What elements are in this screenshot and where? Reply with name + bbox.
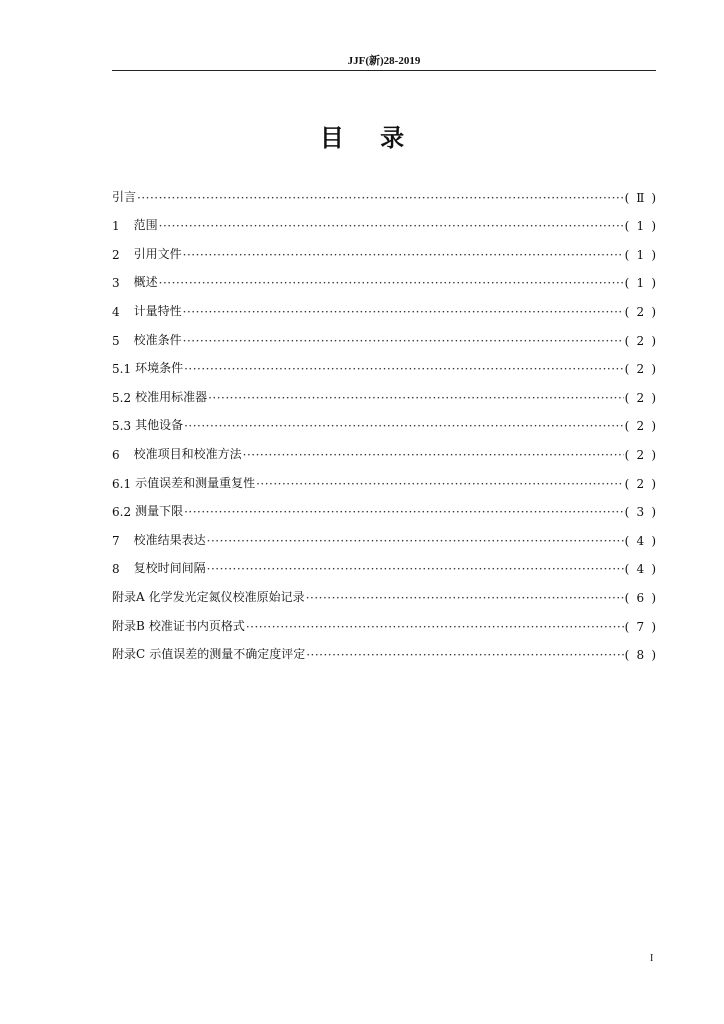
toc-entry[interactable] bbox=[112, 176, 656, 205]
toc-entry-page: ( 6 ) bbox=[624, 590, 656, 605]
toc-entry-label: 其他设备 bbox=[135, 418, 184, 433]
dot-leader bbox=[207, 534, 624, 548]
toc-entry[interactable] bbox=[112, 433, 656, 462]
toc-entry-label: 引用文件 bbox=[133, 246, 182, 261]
toc-page-number: 2 bbox=[636, 390, 645, 405]
toc-entry-label: 引言 bbox=[112, 189, 137, 204]
page-number: I bbox=[650, 953, 654, 964]
toc-entry-number: 5.3 bbox=[112, 419, 132, 434]
toc-entry-number: 附录A bbox=[112, 589, 145, 604]
toc-entry-number: 5.2 bbox=[112, 390, 132, 405]
toc-entry-number: 附录B bbox=[112, 618, 145, 633]
toc-entry-page: ( 2 ) bbox=[624, 476, 656, 491]
toc-entry-page: ( 7 ) bbox=[624, 619, 656, 634]
toc-page-number: 1 bbox=[636, 219, 645, 234]
toc-page-number: 8 bbox=[636, 648, 645, 663]
toc-entry[interactable] bbox=[112, 405, 656, 434]
toc-page-number: 2 bbox=[636, 476, 645, 491]
toc-entry[interactable] bbox=[112, 548, 656, 577]
toc-entry-number: 6 bbox=[112, 447, 120, 462]
toc-entry[interactable] bbox=[112, 233, 656, 262]
header-rule bbox=[112, 70, 656, 71]
toc-page-number: 2 bbox=[636, 333, 645, 348]
toc-entry-number: 3 bbox=[112, 276, 120, 291]
toc-entry-page: ( Ⅱ ) bbox=[624, 190, 656, 205]
dot-leader bbox=[207, 562, 624, 576]
toc-page-number: 2 bbox=[636, 447, 645, 462]
toc-entry-number: 5.1 bbox=[112, 362, 132, 377]
dot-leader bbox=[159, 276, 624, 290]
toc-entry-label: 化学发光定氮仪校准原始记录 bbox=[148, 589, 305, 604]
toc-entry[interactable] bbox=[112, 376, 656, 405]
toc-entry-label: 校准证书内页格式 bbox=[148, 618, 245, 633]
toc-entry-label: 测量下限 bbox=[135, 504, 184, 519]
dot-leader bbox=[246, 620, 624, 634]
toc-entry[interactable] bbox=[112, 290, 656, 319]
dot-leader bbox=[256, 477, 624, 491]
dot-leader bbox=[184, 419, 624, 433]
toc-entry[interactable] bbox=[112, 262, 656, 291]
toc-entry[interactable] bbox=[112, 491, 656, 520]
toc-entry-label: 校准用标准器 bbox=[135, 389, 208, 404]
toc-entry-number: 7 bbox=[112, 533, 120, 548]
dot-leader bbox=[137, 191, 624, 205]
toc-entry-number: 5 bbox=[112, 333, 120, 348]
dot-leader bbox=[243, 448, 624, 462]
toc-entry-number: 附录C bbox=[112, 647, 146, 662]
toc-entry-label: 计量特性 bbox=[133, 303, 182, 318]
toc-entry[interactable] bbox=[112, 605, 656, 634]
toc-entry-page: ( 1 ) bbox=[624, 219, 656, 234]
toc-entry-page: ( 2 ) bbox=[624, 390, 656, 405]
dot-leader bbox=[208, 391, 624, 405]
toc-page-number: 1 bbox=[636, 276, 645, 291]
toc-entry-label: 校准结果表达 bbox=[133, 532, 206, 547]
toc-entry-number: 8 bbox=[112, 562, 120, 577]
toc-entry-page: ( 4 ) bbox=[624, 533, 656, 548]
toc-entry-number: 4 bbox=[112, 304, 120, 319]
document-code-header: JJF(新)28-2019 bbox=[347, 55, 421, 67]
page-title: 目 录 bbox=[319, 124, 405, 152]
dot-leader bbox=[183, 334, 624, 348]
toc-entry[interactable] bbox=[112, 519, 656, 548]
toc-entry-page: ( 1 ) bbox=[624, 247, 656, 262]
dot-leader bbox=[306, 591, 624, 605]
toc-entry[interactable] bbox=[112, 319, 656, 348]
toc-entry-page: ( 1 ) bbox=[624, 276, 656, 291]
toc-entry-page: ( 2 ) bbox=[624, 333, 656, 348]
toc-entry[interactable] bbox=[112, 348, 656, 377]
dot-leader bbox=[306, 648, 623, 662]
toc-entry-page: ( 2 ) bbox=[624, 362, 656, 377]
toc-entry-page: ( 8 ) bbox=[624, 648, 656, 663]
toc-entry-label: 校准条件 bbox=[133, 332, 182, 347]
dot-leader bbox=[183, 248, 624, 262]
table-of-contents bbox=[112, 176, 656, 662]
toc-entry-number: 2 bbox=[112, 247, 120, 262]
toc-entry-label: 复校时间间隔 bbox=[133, 561, 206, 576]
toc-entry-page: ( 4 ) bbox=[624, 562, 656, 577]
toc-entry-page: ( 2 ) bbox=[624, 304, 656, 319]
dot-leader bbox=[159, 219, 624, 233]
toc-page-number: 4 bbox=[636, 562, 645, 577]
toc-entry[interactable] bbox=[112, 462, 656, 491]
toc-entry[interactable] bbox=[112, 205, 656, 234]
toc-entry-label: 校准项目和校准方法 bbox=[133, 446, 242, 461]
toc-page-number: 7 bbox=[636, 619, 645, 634]
toc-page-number: 6 bbox=[636, 590, 645, 605]
toc-entry-number: 6.2 bbox=[112, 505, 132, 520]
toc-page-number: 4 bbox=[636, 533, 645, 548]
toc-entry-number: 1 bbox=[112, 219, 120, 234]
toc-entry-label: 概述 bbox=[133, 275, 158, 290]
toc-entry-label: 示值误差的测量不确定度评定 bbox=[149, 647, 306, 662]
toc-page-number: Ⅱ bbox=[636, 190, 645, 205]
toc-page-number: 1 bbox=[636, 247, 645, 262]
toc-entry-page: ( 3 ) bbox=[624, 505, 656, 520]
toc-entry-label: 范围 bbox=[133, 218, 158, 233]
toc-page-number: 3 bbox=[636, 505, 645, 520]
toc-entry-label: 环境条件 bbox=[135, 361, 184, 376]
toc-page-number: 2 bbox=[636, 419, 645, 434]
toc-page-number: 2 bbox=[636, 362, 645, 377]
toc-entry-page: ( 2 ) bbox=[624, 419, 656, 434]
dot-leader bbox=[184, 362, 624, 376]
toc-entry[interactable] bbox=[112, 634, 656, 663]
toc-entry-number: 6.1 bbox=[112, 476, 132, 491]
toc-entry-label: 示值误差和测量重复性 bbox=[135, 475, 256, 490]
dot-leader bbox=[184, 505, 624, 519]
toc-entry[interactable] bbox=[112, 576, 656, 605]
toc-page-number: 2 bbox=[636, 304, 645, 319]
dot-leader bbox=[183, 305, 624, 319]
toc-entry-page: ( 2 ) bbox=[624, 447, 656, 462]
